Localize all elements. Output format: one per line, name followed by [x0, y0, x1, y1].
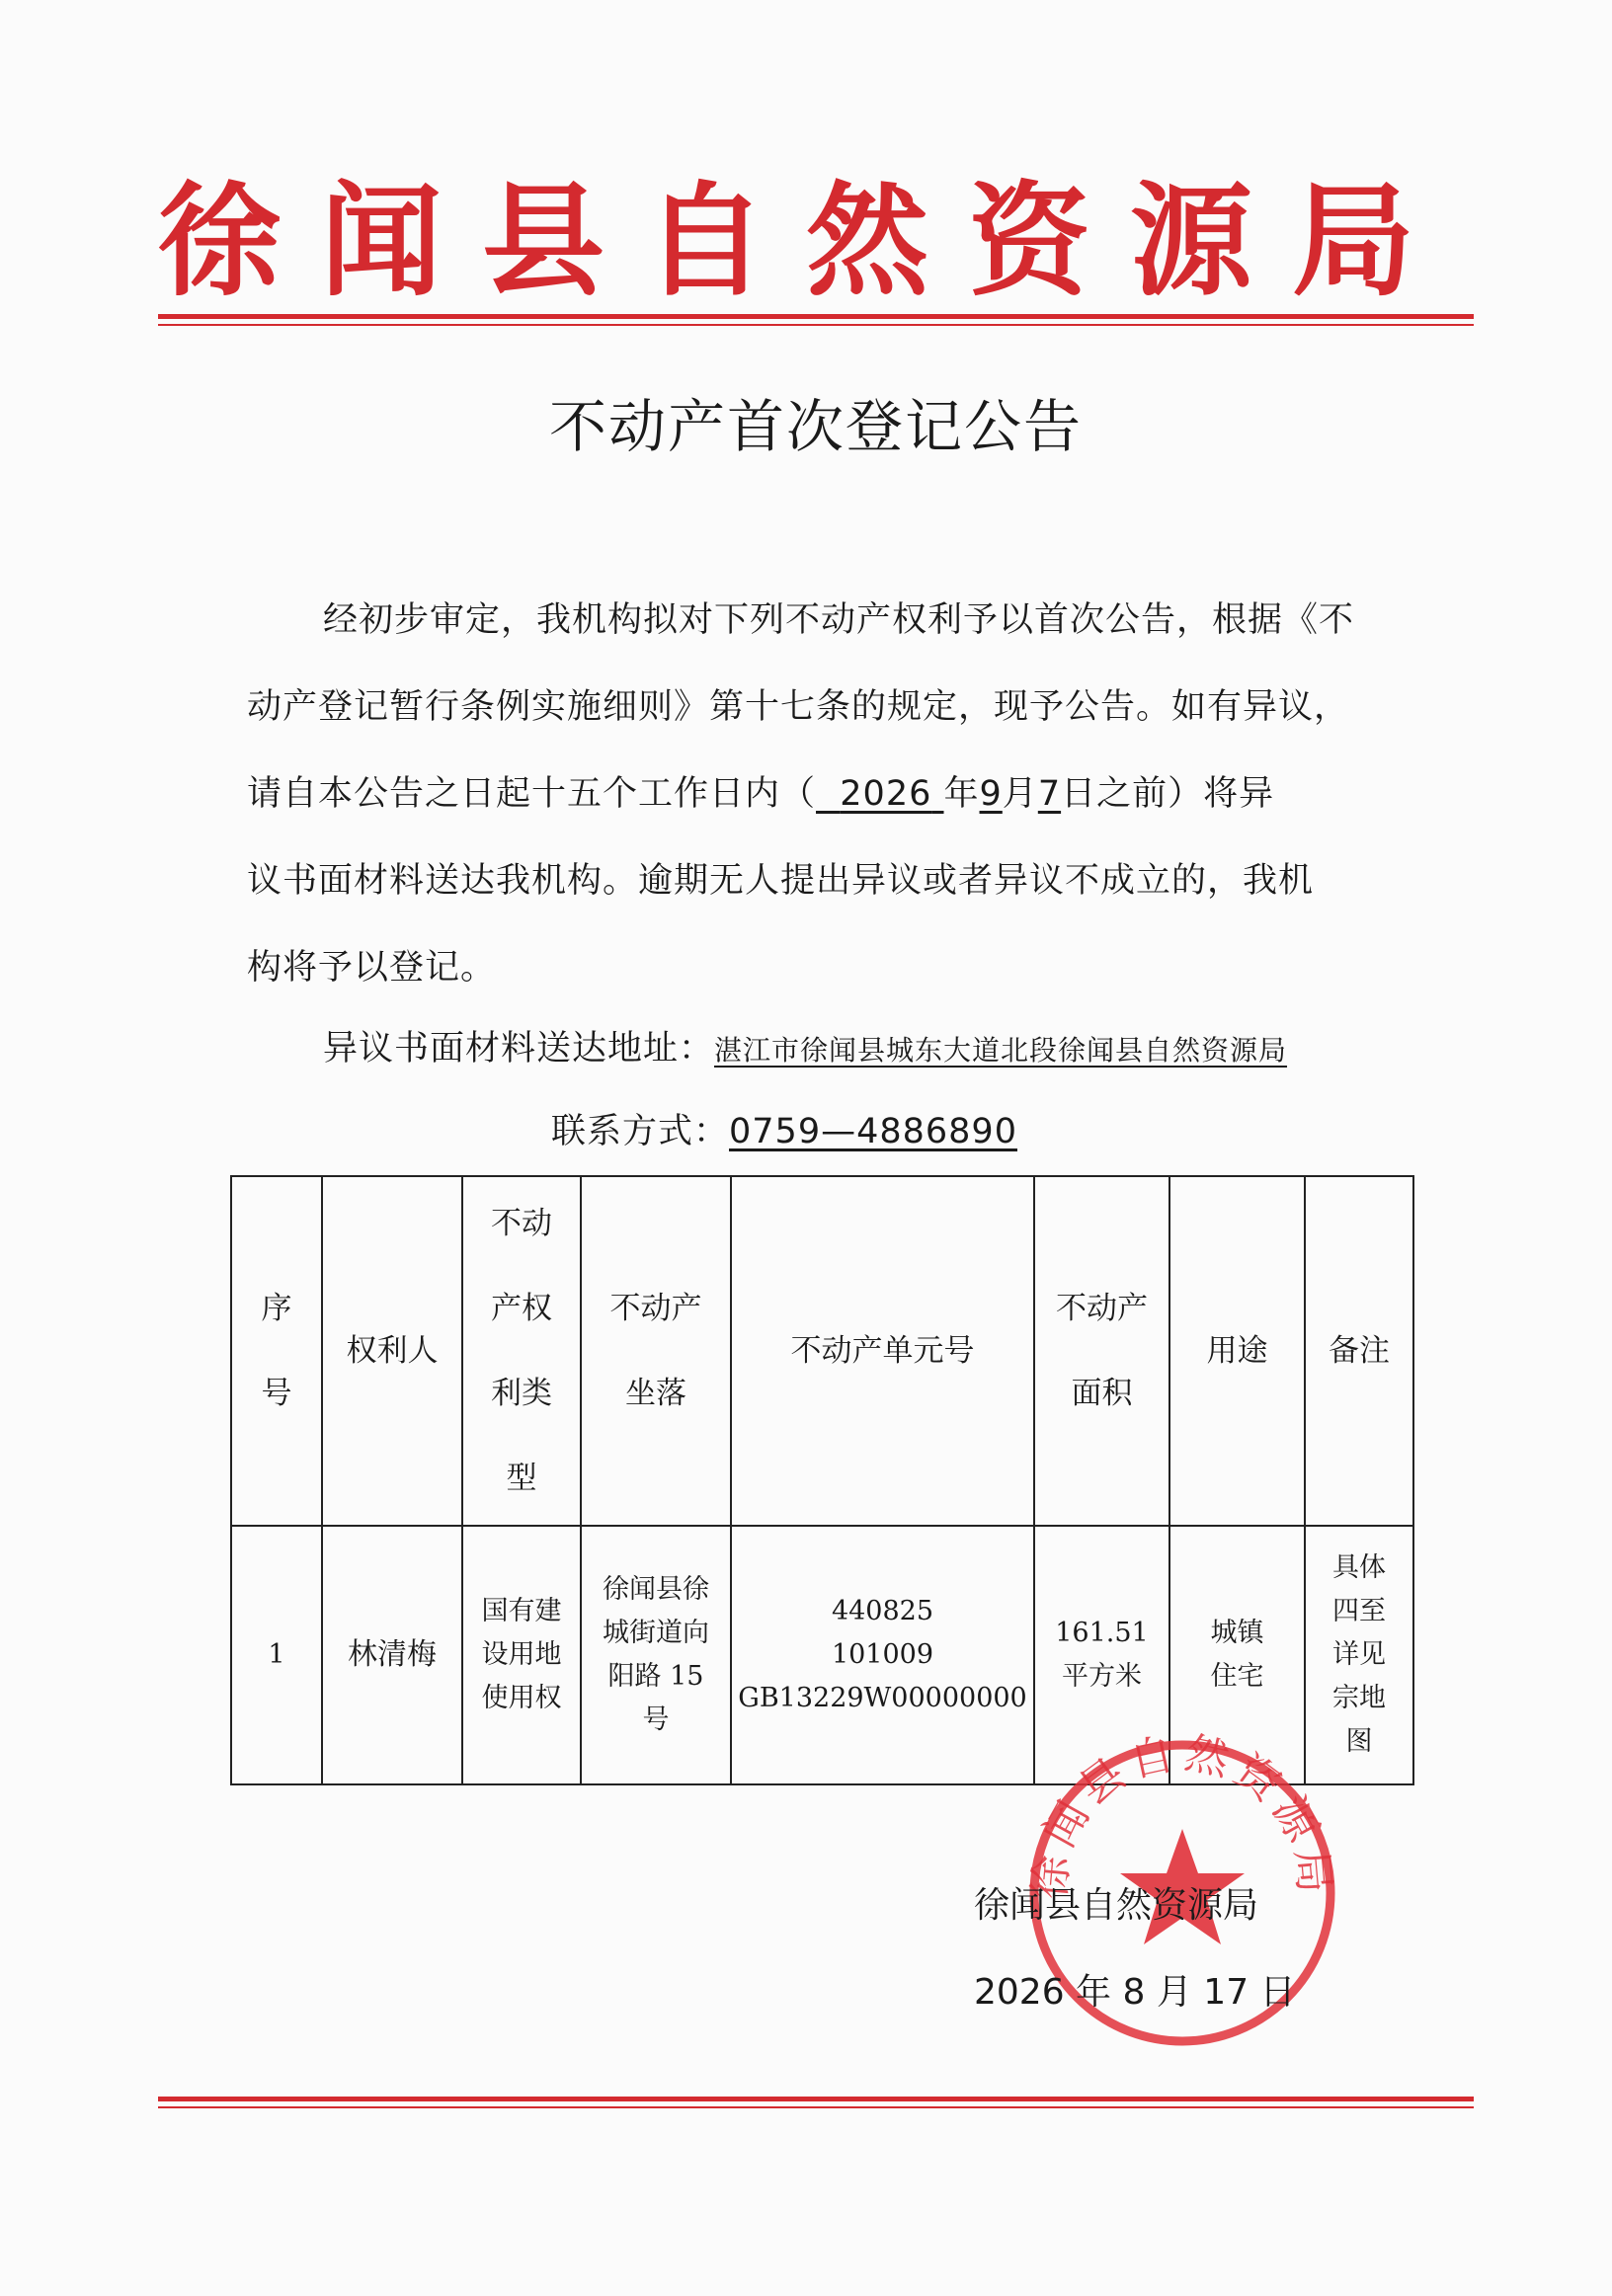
- cell-right-type: 国有建 设用地 使用权: [462, 1526, 581, 1784]
- body-line-3-wrap: [247, 751, 1274, 837]
- contact-line: [551, 1088, 1017, 1175]
- deadline-year: 2026: [840, 774, 932, 814]
- header-holder: 权利人: [322, 1176, 462, 1526]
- cell-seq: 1: [231, 1526, 322, 1784]
- header-seq: 序 号: [231, 1176, 322, 1526]
- contact-label: 联系方式：: [551, 1112, 730, 1151]
- body-paragraph: [323, 577, 1354, 664]
- header-rule-thick: [158, 314, 1474, 319]
- body-line-3-post: 日之前）将异: [1061, 774, 1275, 814]
- header-right-type: 不动 产权 利类 型: [462, 1176, 581, 1526]
- cell-area: 161.51 平方米: [1034, 1526, 1169, 1784]
- cell-location: 徐闻县徐 城街道向 阳路 15 号: [581, 1526, 731, 1784]
- body-line-2-wrap: [247, 664, 1349, 751]
- footer-rule-thick: [158, 2097, 1474, 2101]
- objection-address: [323, 1005, 1287, 1094]
- seal-text: 徐闻县自然资源局: [1024, 1730, 1340, 1901]
- table-header-row: [231, 1176, 1413, 1526]
- notice-title: 不动产首次登记公告: [548, 393, 1083, 460]
- cell-unit-no: 440825 101009 GB13229W00000000: [731, 1526, 1034, 1784]
- header-area: 不动产 面积: [1034, 1176, 1169, 1526]
- cell-holder: 林清梅: [322, 1526, 462, 1784]
- address-value: 湛江市徐闻县城东大道北段徐闻县自然资源局: [714, 1034, 1288, 1067]
- header-usage: 用途: [1169, 1176, 1305, 1526]
- contact-phone: 0759—4886890: [729, 1112, 1017, 1151]
- cell-usage: 城镇 住宅: [1169, 1526, 1305, 1784]
- body-line-4: 议书面材料送达我机构。逾期无人提出异议或者异议不成立的，我机: [247, 861, 1315, 901]
- address-label: 异议书面材料送达地址：: [323, 1029, 715, 1069]
- header-rule-thin: [158, 324, 1474, 326]
- property-table: [230, 1175, 1414, 1785]
- header-location: 不动产 坐落: [581, 1176, 731, 1526]
- cell-remark: 具体 四至 详见 宗地 图: [1305, 1526, 1413, 1784]
- body-line-3-pre: 请自本公告之日起十五个工作日内（: [247, 774, 817, 814]
- body-line-5-wrap: [247, 924, 496, 1011]
- body-line-4-wrap: [247, 837, 1314, 924]
- signature-date: 2026 年 8 月 17 日: [974, 1972, 1296, 2013]
- org-title: 徐闻县自然资源局: [157, 170, 1454, 313]
- header-remark: 备注: [1305, 1176, 1413, 1526]
- header-unit-no: 不动产单元号: [731, 1176, 1034, 1526]
- body-line-1: 经初步审定，我机构拟对下列不动产权利予以首次公告，根据《不: [323, 600, 1355, 640]
- body-line-5: 构将予以登记。: [247, 948, 497, 988]
- deadline-month: 9: [979, 774, 1003, 814]
- deadline-day: 7: [1037, 774, 1062, 814]
- footer-rule-thin: [158, 2106, 1474, 2108]
- signature-org: 徐闻县自然资源局: [974, 1885, 1259, 1926]
- body-line-2: 动产登记暂行条例实施细则》第十七条的规定，现予公告。如有异议，: [247, 687, 1350, 727]
- year-suffix: 年: [943, 774, 980, 814]
- month-suffix: 月: [1002, 774, 1038, 814]
